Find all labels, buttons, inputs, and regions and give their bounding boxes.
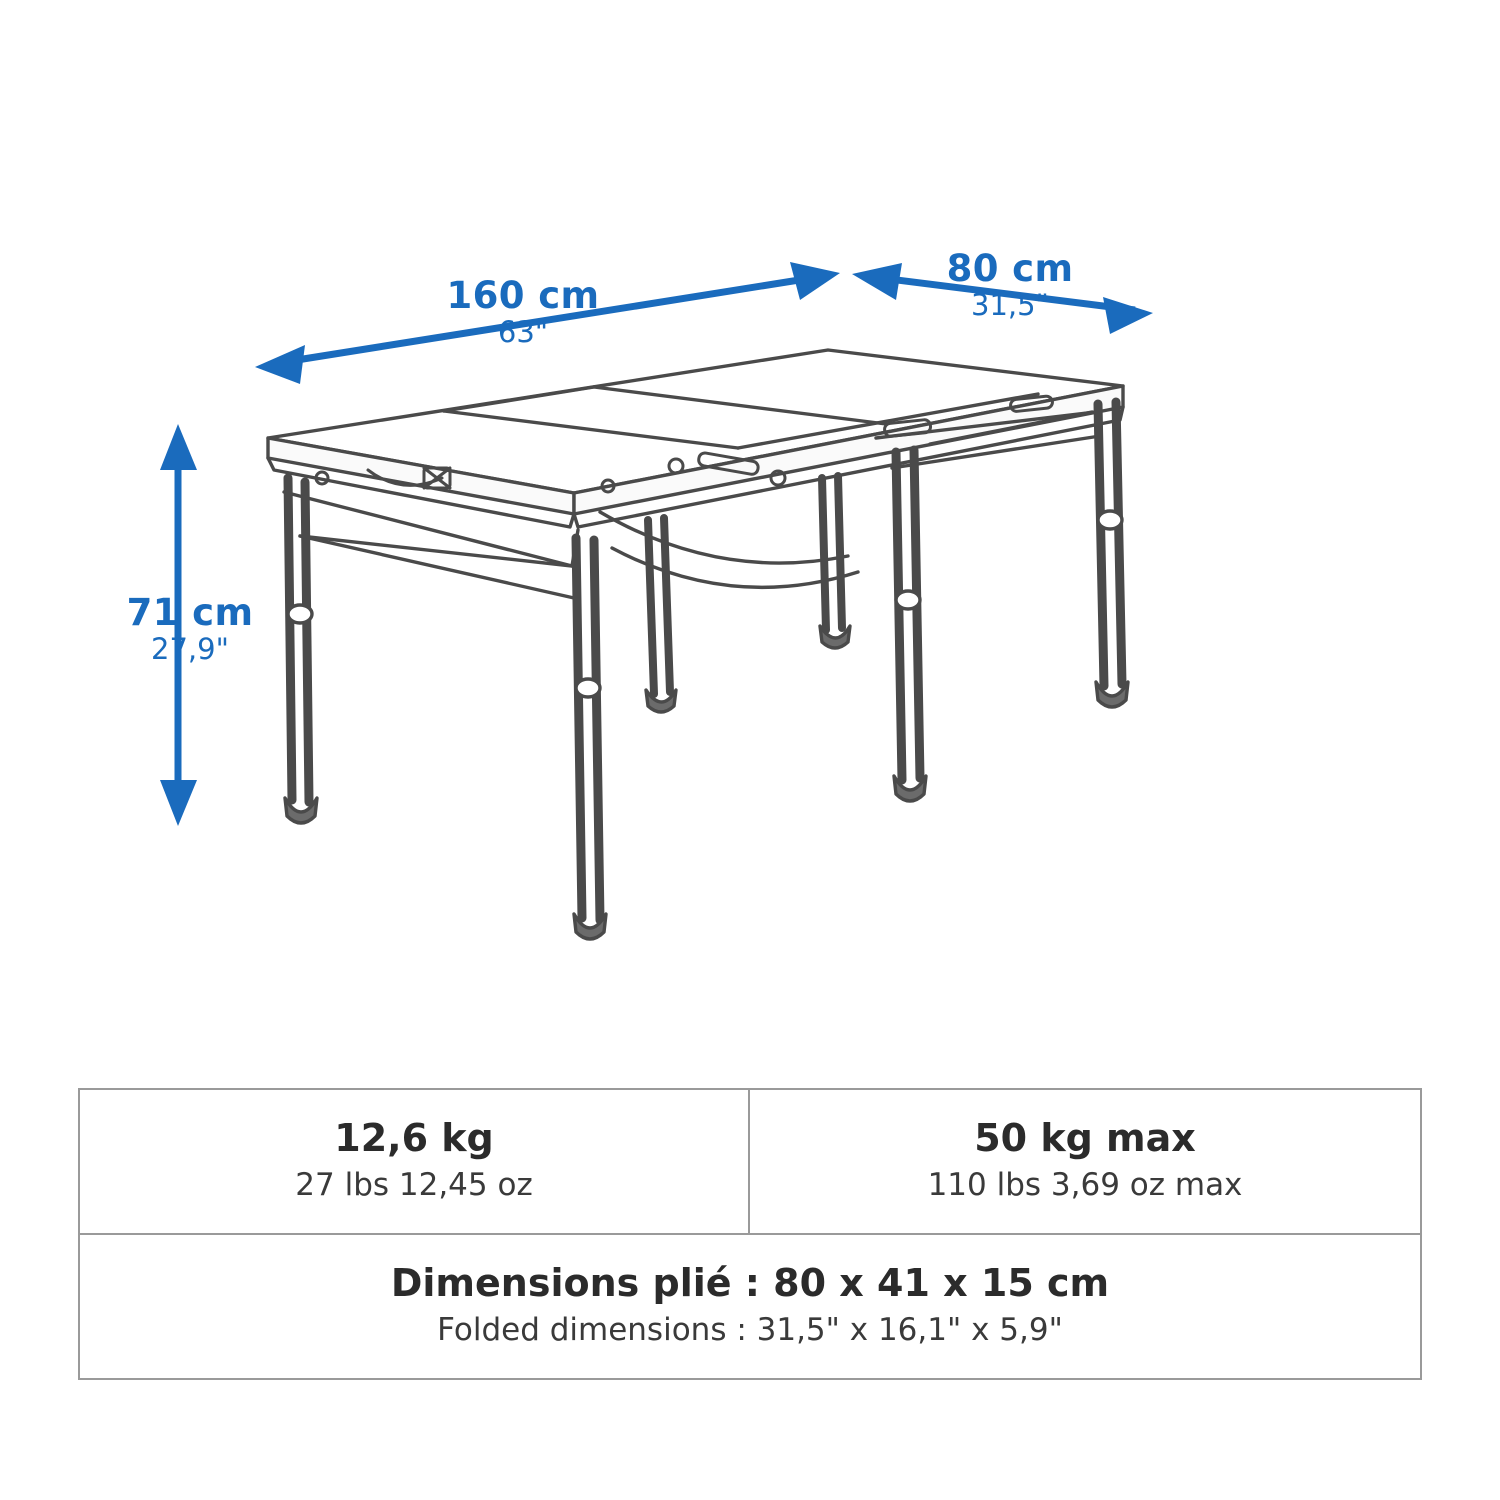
height-arrowhead-top <box>160 424 197 470</box>
spec-cell-max-load <box>750 1090 1420 1233</box>
folded-imperial-value: Folded dimensions : 31,5" x 16,1" x 5,9" <box>437 1311 1063 1348</box>
spec-cell-weight <box>80 1090 750 1233</box>
max-load-metric-value: 50 kg max <box>974 1116 1196 1160</box>
folded-metric-value: Dimensions plié : 80 x 41 x 15 cm <box>390 1261 1110 1306</box>
height-imperial-value: 27,9" <box>151 632 229 667</box>
length-arrowhead-right <box>790 262 840 300</box>
dimension-label-width <box>880 248 1140 322</box>
spec-row-folded <box>80 1235 1420 1378</box>
leg-center-rear <box>646 518 676 712</box>
width-imperial-value: 31,5" <box>971 288 1049 323</box>
max-load-imperial-value: 110 lbs 3,69 oz max <box>927 1166 1243 1203</box>
spec-row-weights <box>80 1090 1420 1235</box>
height-metric-value: 71 cm <box>126 591 254 634</box>
leg-right-rear <box>1096 402 1128 707</box>
length-imperial-value: 63" <box>497 315 549 350</box>
length-metric-value: 160 cm <box>446 274 600 317</box>
leg-adjuster-center-front <box>576 679 600 697</box>
weight-metric-value: 12,6 kg <box>334 1116 494 1160</box>
height-arrowhead-bottom <box>160 780 197 826</box>
leg-center-front <box>574 538 606 939</box>
length-arrowhead-left <box>255 345 305 384</box>
weight-imperial-value: 27 lbs 12,45 oz <box>295 1166 533 1203</box>
dimension-arrows <box>178 274 1135 812</box>
specifications-table <box>78 1088 1422 1380</box>
dimension-label-height <box>75 592 305 666</box>
leg-adjuster-right-rear <box>1098 511 1122 529</box>
brace-left-2 <box>300 536 572 566</box>
leg-adjuster-right-front <box>896 591 920 609</box>
spec-cell-folded-dimensions <box>80 1235 1420 1378</box>
dimension-label-length <box>393 275 653 349</box>
leg-mid-right <box>820 476 850 648</box>
table-line-art <box>268 350 1128 939</box>
width-metric-value: 80 cm <box>946 247 1074 290</box>
leg-right-front <box>894 450 926 801</box>
brace-center-curve <box>600 512 848 563</box>
